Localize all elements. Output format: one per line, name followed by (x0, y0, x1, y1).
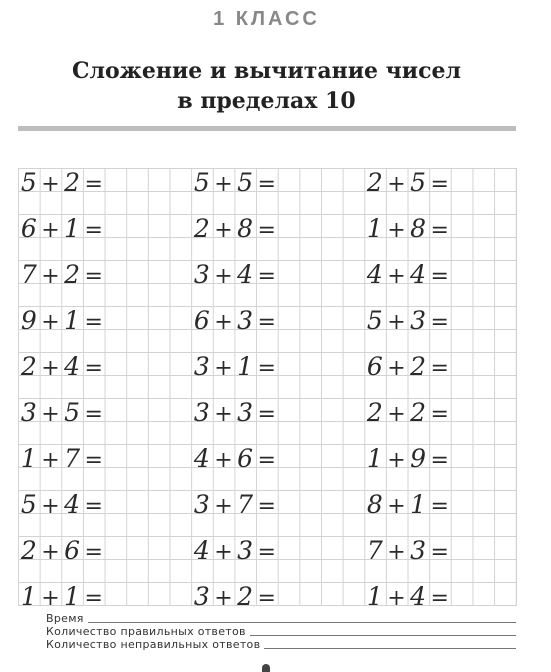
equals-sign: = (257, 172, 276, 197)
second-addend: 1 (237, 352, 254, 381)
equals-sign: = (430, 264, 449, 289)
second-addend: 5 (410, 168, 427, 197)
second-addend: 6 (237, 444, 254, 473)
equals-sign: = (84, 356, 103, 381)
first-addend: 4 (193, 536, 210, 565)
operator-sign: + (41, 356, 60, 381)
operator-sign: + (214, 264, 233, 289)
equals-sign: = (430, 402, 449, 427)
equals-sign: = (84, 540, 103, 565)
operator-sign: + (387, 540, 406, 565)
second-addend: 4 (64, 352, 81, 381)
equals-sign: = (257, 448, 276, 473)
operator-sign: + (41, 172, 60, 197)
exercise-expression (364, 490, 534, 536)
second-addend: 6 (64, 536, 81, 565)
operator-sign: + (387, 586, 406, 611)
exercise-expression (191, 536, 361, 582)
equals-sign: = (257, 586, 276, 611)
second-addend: 9 (410, 444, 427, 473)
grade-label: 1 КЛАСС (213, 8, 320, 30)
first-addend: 2 (20, 352, 37, 381)
equals-sign: = (430, 310, 449, 335)
second-addend: 3 (410, 306, 427, 335)
second-addend: 2 (237, 582, 254, 611)
time-row (46, 612, 516, 625)
operator-sign: + (41, 448, 60, 473)
exercise-expression (364, 536, 534, 582)
second-addend: 4 (410, 582, 427, 611)
first-addend: 6 (193, 306, 210, 335)
operator-sign: + (214, 586, 233, 611)
equals-sign: = (257, 540, 276, 565)
first-addend: 7 (366, 536, 383, 565)
exercise-column-1 (18, 168, 188, 628)
second-addend: 1 (64, 306, 81, 335)
equals-sign: = (84, 264, 103, 289)
operator-sign: + (387, 310, 406, 335)
equals-sign: = (430, 586, 449, 611)
second-addend: 2 (410, 352, 427, 381)
operator-sign: + (387, 218, 406, 243)
second-addend: 1 (410, 490, 427, 519)
exercise-expression (191, 260, 361, 306)
wrong-count-row (46, 638, 516, 651)
equals-sign: = (430, 540, 449, 565)
correct-count-row (46, 625, 516, 638)
exercise-expression (364, 260, 534, 306)
first-addend: 1 (20, 444, 37, 473)
operator-sign: + (41, 494, 60, 519)
wrong-count-label: Количество неправильных ответов (46, 638, 261, 651)
first-addend: 1 (366, 582, 383, 611)
operator-sign: + (214, 540, 233, 565)
second-addend: 1 (64, 214, 81, 243)
first-addend: 3 (193, 352, 210, 381)
second-addend: 4 (237, 260, 254, 289)
first-addend: 1 (20, 582, 37, 611)
equals-sign: = (430, 356, 449, 381)
first-addend: 9 (20, 306, 37, 335)
title-line-1: Сложение и вычитание чисел (71, 58, 461, 84)
operator-sign: + (387, 448, 406, 473)
exercise-expression (191, 306, 361, 352)
operator-sign: + (387, 494, 406, 519)
correct-count-answer-line[interactable] (250, 635, 516, 636)
equals-sign: = (257, 264, 276, 289)
first-addend: 3 (193, 398, 210, 427)
first-addend: 5 (20, 168, 37, 197)
second-addend: 7 (237, 490, 254, 519)
first-addend: 3 (193, 582, 210, 611)
exercise-expression (18, 536, 188, 582)
second-addend: 5 (64, 398, 81, 427)
second-addend: 3 (237, 306, 254, 335)
operator-sign: + (41, 310, 60, 335)
page-number-mark (262, 664, 270, 672)
exercise-expression (191, 168, 361, 214)
first-addend: 2 (366, 168, 383, 197)
title-line-2: в пределах 10 (177, 88, 356, 114)
header-divider (18, 126, 516, 131)
wrong-count-answer-line[interactable] (264, 648, 516, 649)
exercise-expression (191, 214, 361, 260)
first-addend: 2 (193, 214, 210, 243)
exercise-expression (18, 444, 188, 490)
equals-sign: = (430, 218, 449, 243)
time-answer-line[interactable] (88, 622, 516, 623)
time-label: Время (46, 612, 84, 625)
exercise-expression (18, 490, 188, 536)
first-addend: 1 (366, 444, 383, 473)
equals-sign: = (84, 494, 103, 519)
operator-sign: + (214, 172, 233, 197)
second-addend: 4 (410, 260, 427, 289)
exercise-expression (191, 352, 361, 398)
first-addend: 4 (366, 260, 383, 289)
operator-sign: + (214, 218, 233, 243)
first-addend: 5 (20, 490, 37, 519)
equals-sign: = (257, 356, 276, 381)
second-addend: 2 (64, 260, 81, 289)
first-addend: 5 (366, 306, 383, 335)
exercise-expression (191, 490, 361, 536)
equals-sign: = (257, 494, 276, 519)
operator-sign: + (387, 356, 406, 381)
second-addend: 4 (64, 490, 81, 519)
equals-sign: = (430, 494, 449, 519)
first-addend: 3 (193, 490, 210, 519)
exercise-expression (364, 352, 534, 398)
equals-sign: = (84, 310, 103, 335)
exercise-expression (18, 352, 188, 398)
page-title (0, 56, 533, 116)
equals-sign: = (84, 402, 103, 427)
exercise-expression (364, 168, 534, 214)
correct-count-label: Количество правильных ответов (46, 625, 246, 638)
exercise-expression (364, 214, 534, 260)
second-addend: 2 (410, 398, 427, 427)
second-addend: 3 (237, 398, 254, 427)
exercise-expression (18, 260, 188, 306)
first-addend: 2 (366, 398, 383, 427)
first-addend: 1 (366, 214, 383, 243)
equals-sign: = (257, 310, 276, 335)
equals-sign: = (84, 172, 103, 197)
exercise-expression (364, 444, 534, 490)
operator-sign: + (214, 494, 233, 519)
exercise-expression (364, 306, 534, 352)
first-addend: 8 (366, 490, 383, 519)
first-addend: 3 (20, 398, 37, 427)
operator-sign: + (387, 402, 406, 427)
operator-sign: + (214, 402, 233, 427)
equals-sign: = (430, 172, 449, 197)
second-addend: 5 (237, 168, 254, 197)
exercise-expression (18, 214, 188, 260)
equals-sign: = (84, 586, 103, 611)
first-addend: 6 (20, 214, 37, 243)
first-addend: 4 (193, 444, 210, 473)
second-addend: 3 (410, 536, 427, 565)
operator-sign: + (387, 264, 406, 289)
operator-sign: + (41, 586, 60, 611)
operator-sign: + (41, 264, 60, 289)
exercise-expression (364, 398, 534, 444)
operator-sign: + (41, 402, 60, 427)
exercise-expression (18, 398, 188, 444)
exercise-column-2 (191, 168, 361, 628)
exercise-expression (18, 168, 188, 214)
second-addend: 7 (64, 444, 81, 473)
exercise-expression (191, 444, 361, 490)
second-addend: 3 (237, 536, 254, 565)
first-addend: 5 (193, 168, 210, 197)
second-addend: 8 (237, 214, 254, 243)
operator-sign: + (41, 218, 60, 243)
first-addend: 7 (20, 260, 37, 289)
equals-sign: = (430, 448, 449, 473)
first-addend: 3 (193, 260, 210, 289)
exercise-expression (191, 398, 361, 444)
equals-sign: = (257, 218, 276, 243)
second-addend: 8 (410, 214, 427, 243)
equals-sign: = (257, 402, 276, 427)
operator-sign: + (41, 540, 60, 565)
operator-sign: + (214, 310, 233, 335)
operator-sign: + (387, 172, 406, 197)
first-addend: 2 (20, 536, 37, 565)
exercise-expression (18, 306, 188, 352)
second-addend: 2 (64, 168, 81, 197)
results-footer (46, 612, 516, 651)
exercise-column-3 (364, 168, 534, 628)
second-addend: 1 (64, 582, 81, 611)
equals-sign: = (84, 448, 103, 473)
operator-sign: + (214, 356, 233, 381)
first-addend: 6 (366, 352, 383, 381)
equals-sign: = (84, 218, 103, 243)
operator-sign: + (214, 448, 233, 473)
